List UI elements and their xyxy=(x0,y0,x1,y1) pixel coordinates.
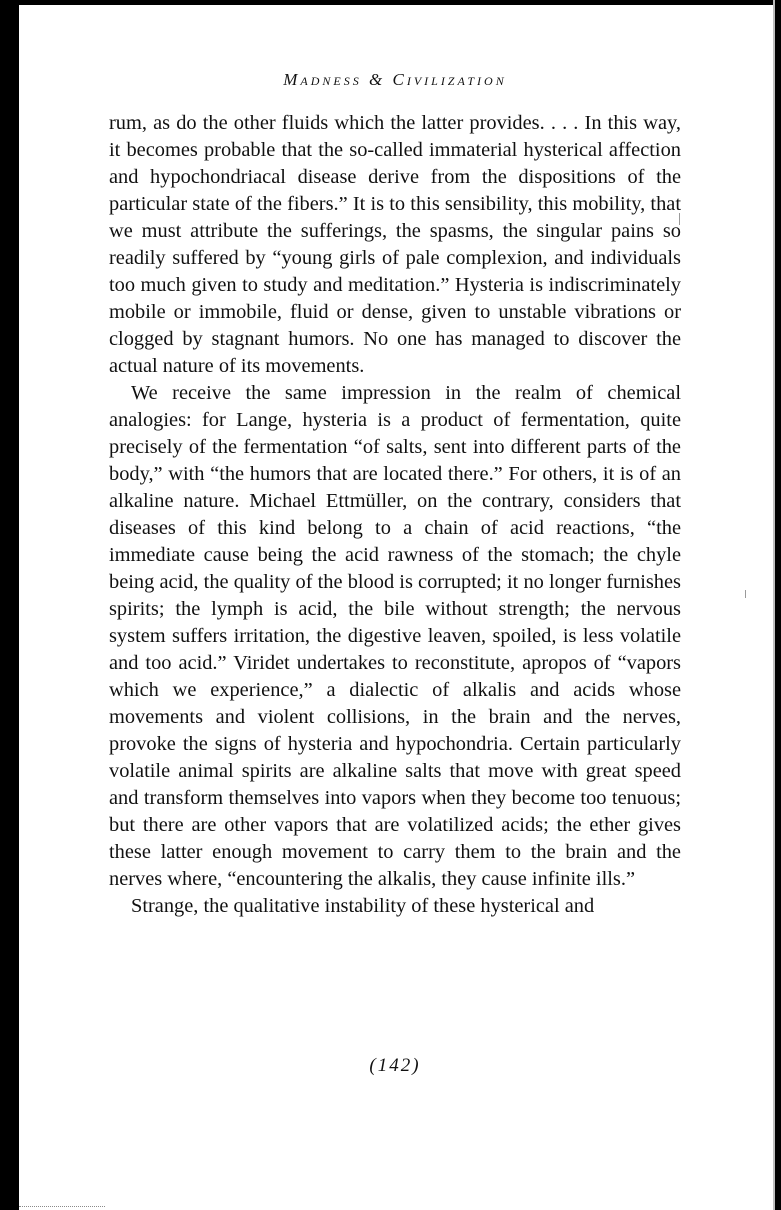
paragraph: We receive the same impression in the realm of chemical analogies: for Lange, hysteria is a product of fermentation, quite precisely of the fermentation “of salts, sent into different parts of the body,” with “the humors that are located there.” For others, it is of an alkaline nature. Michael Ettmüller, on the contrary, considers that diseases of this kind belong to a chain of acid reactions, “the immediate cause being the acid rawness of the stomach; the chyle being acid, the quality of the blood is corrupted; it no longer furnishes spirits; the lymph is acid, the bile without strength; the nervous system suffers irritation, the digestive leaven, spoiled, is less volatile and too acid.” Viridet undertakes to reconstitute, apropos of “vapors which we experience,” a dialectic of alkalis and acids whose movements and violent collisions, in the brain and the nerves, provoke the signs of hysteria and hypochondria. Certain particularly volatile animal spirits are alkaline salts that move with great speed and transform themselves into vapors when they become too tenuous; but there are other vapors that are volatilized acids; the ether gives these latter enough movement to carry them to the brain and the nerves where, “encountering the alkalis, they cause infinite ills.” xyxy=(109,382,681,891)
running-head-text: Madness & Civilization xyxy=(283,70,507,89)
paragraph-continued: rum, as do the other fluids which the latter provides. . . . In this way, it becomes probable that the so-called immaterial hysterical affection and hypochondriacal disease derive from the dispositions of the particular state of the fibers.” It is to this sensibility, this mobility, that we must attribute the sufferings, the spasms, the singular pains so readily suffered by “young girls of pale complexion, and individuals too much given to study and meditation.” Hysteria is indiscriminately mobile or immobile, fluid or dense, given to unstable vibrations or clogged by stagnant humors. No one has managed to discover the actual nature of its movements. xyxy=(109,112,681,378)
paragraph: Strange, the qualitative instability of these hysterical and xyxy=(131,895,595,918)
book-page xyxy=(109,70,681,920)
scan-bottom-dotted-edge xyxy=(19,1205,105,1207)
body-text xyxy=(109,110,681,920)
scan-border-top xyxy=(0,0,781,5)
page-number: (142) xyxy=(369,1055,421,1076)
scan-border-right xyxy=(775,0,781,1210)
running-head xyxy=(109,70,681,90)
scan-speck xyxy=(745,590,746,598)
scan-border-left xyxy=(0,0,19,1210)
